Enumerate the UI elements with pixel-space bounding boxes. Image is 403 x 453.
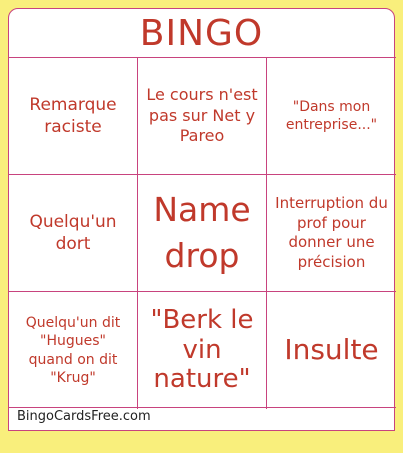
bingo-cell[interactable]: "Berk le vin nature" [138, 292, 267, 409]
bingo-cell[interactable]: Insulte [284, 333, 379, 367]
bingo-cell[interactable]: Interruption du prof pour donner une précision [267, 175, 396, 292]
bingo-cell[interactable]: Name drop [138, 175, 267, 292]
bingo-cell[interactable]: Le cours n'est pas sur Net y Pareo [138, 58, 267, 175]
bingo-cell[interactable]: "Dans mon entreprise..." [267, 58, 396, 175]
bingo-cell[interactable]: Quelqu'un dort [9, 175, 138, 292]
bingo-grid [9, 57, 396, 408]
bingo-title: BINGO [139, 12, 264, 54]
bingo-card [8, 8, 395, 431]
bingo-cell[interactable]: Quelqu'un dit "Hugues" quand on dit "Krug" [9, 292, 138, 409]
bingo-cell[interactable]: Remarque raciste [9, 58, 138, 175]
footer-brand: BingoCardsFree.com [17, 409, 151, 424]
